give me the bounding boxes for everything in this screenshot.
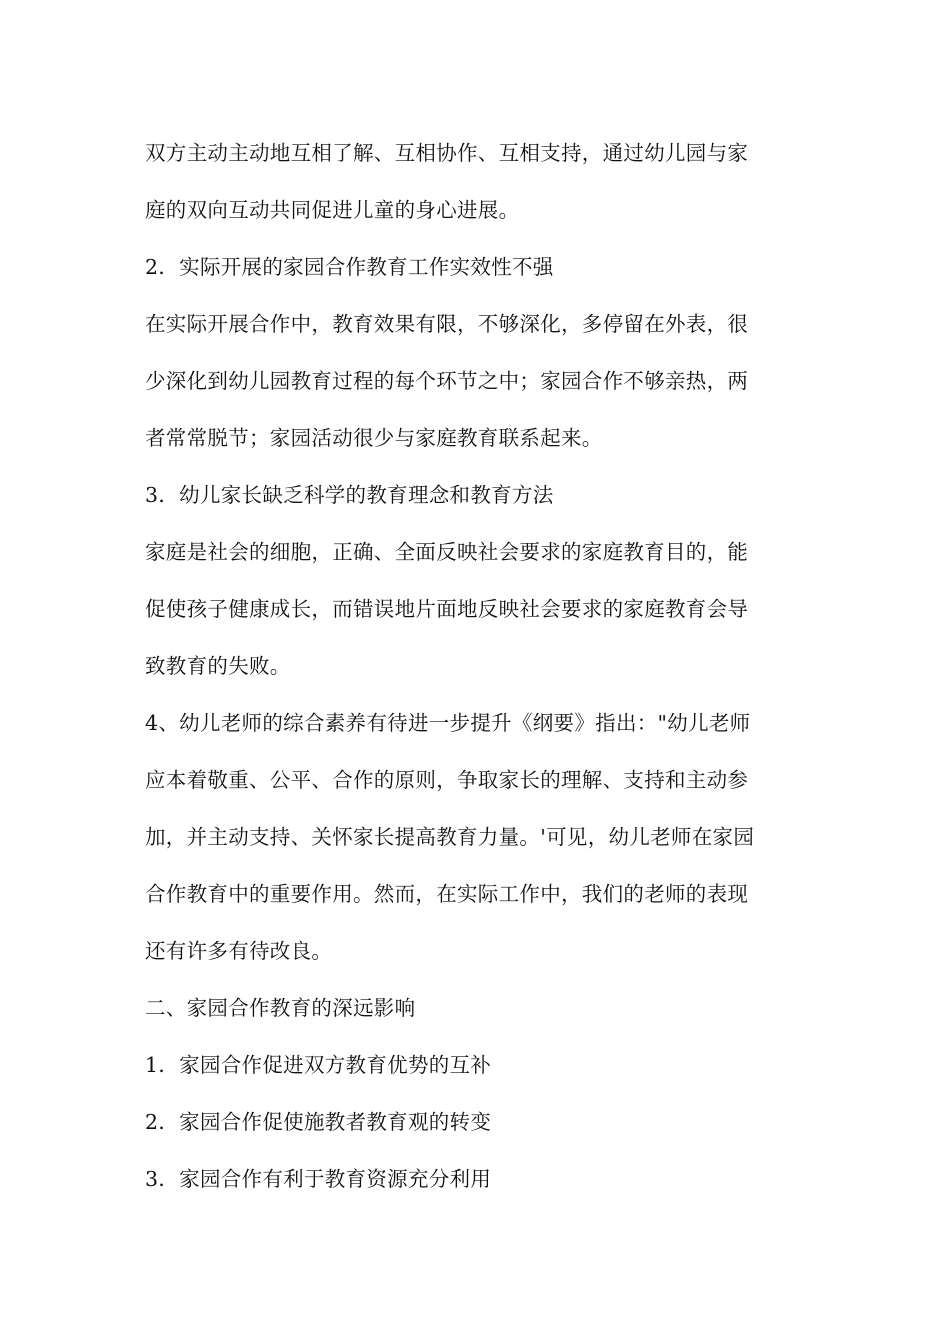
- paragraph-line: 在实际开展合作中，教育效果有限，不够深化，多停留在外表，很: [145, 312, 749, 336]
- paragraph-line: 家庭是社会的细胞，正确、全面反映社会要求的家庭教育目的，能: [145, 540, 749, 564]
- paragraph-line: 促使孩子健康成长，而错误地片面地反映社会要求的家庭教育会导: [145, 597, 749, 621]
- paragraph-line: 应本着敬重、公平、合作的原则，争取家长的理解、支持和主动参: [145, 768, 749, 792]
- paragraph-line: 者常常脱节；家园活动很少与家庭教育联系起来。: [145, 426, 603, 450]
- paragraph-line: 庭的双向互动共同促进儿童的身心进展。: [145, 198, 520, 222]
- list-item: 3．家园合作有利于教育资源充分利用: [145, 1167, 492, 1191]
- paragraph-line: 4、幼儿老师的综合素养有待进一步提升《纲要》指出："幼儿老师: [145, 711, 751, 735]
- paragraph-line: 合作教育中的重要作用。然而，在实际工作中，我们的老师的表现: [145, 882, 749, 906]
- paragraph-line: 双方主动主动地互相了解、互相协作、互相支持，通过幼儿园与家: [145, 141, 749, 165]
- paragraph-line: 致教育的失败。: [145, 654, 291, 678]
- paragraph-line: 少深化到幼儿园教育过程的每个环节之中；家园合作不够亲热，两: [145, 369, 749, 393]
- list-item: 2．家园合作促使施教者教育观的转变: [145, 1110, 492, 1134]
- paragraph-line: 还有许多有待改良。: [145, 939, 333, 963]
- section-heading: 二、家园合作教育的深远影响: [145, 996, 416, 1020]
- section-heading: 2．实际开展的家园合作教育工作实效性不强: [145, 255, 554, 279]
- paragraph-line: 加，并主动支持、关怀家长提高教育力量。'可见，幼儿老师在家园: [145, 825, 755, 849]
- section-heading: 3．幼儿家长缺乏科学的教育理念和教育方法: [145, 483, 554, 507]
- list-item: 1．家园合作促进双方教育优势的互补: [145, 1053, 492, 1077]
